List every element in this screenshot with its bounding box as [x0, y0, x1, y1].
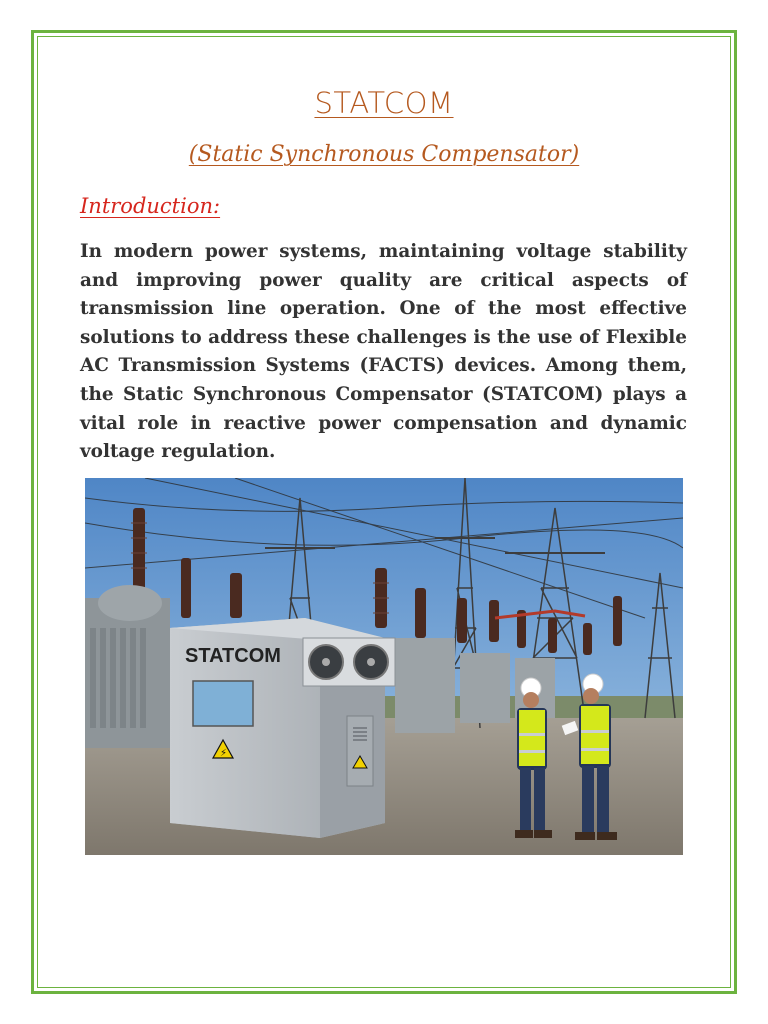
- statcom-substation-photo: [85, 478, 683, 855]
- intro-paragraph: In modern power systems, maintaining voltage stability and improving power quality are critical aspects of transmission line operation. One of the most effective solutions to address these challenges is the use of Flexible AC Transmission Systems (FACTS) devices. Among them, the Static Synchronous Compensator (STATCOM) plays a vital role in reactive power compensation and dynamic voltage regulation.: [80, 241, 687, 463]
- document-subtitle: (Static Synchronous Compensator): [188, 142, 580, 167]
- cabinet-label: STATCOM: [185, 645, 281, 667]
- document-title: STATCOM: [314, 86, 454, 120]
- section-heading-introduction: Introduction:: [80, 194, 221, 218]
- svg-text:⚡: ⚡: [220, 748, 228, 759]
